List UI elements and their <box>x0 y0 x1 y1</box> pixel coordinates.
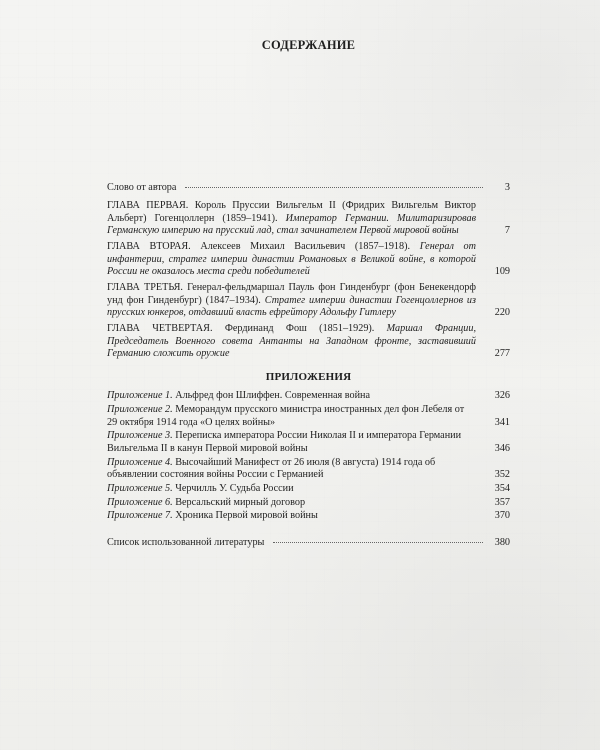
chapter-paragraph <box>107 282 476 320</box>
toc-entry-page: 380 <box>494 536 510 548</box>
appendix-text <box>107 457 476 482</box>
appendix-description: Хроника Первой мировой войны <box>175 510 318 522</box>
chapter-heading: ГЛАВА ТРЕТЬЯ. <box>107 281 183 293</box>
appendix-page-number: 354 <box>494 482 510 494</box>
chapter-emphasis: Император Германии. Милитаризировав Германскую империю на прусский лад, стал зачинателем Первой мировой войны <box>107 212 477 237</box>
toc-entry-author-word <box>107 182 510 195</box>
chapter-emphasis: Маршал Франции, Председатель Военного совета Антанты на Западном фронте, заставивший Германию сложить оружие <box>107 322 476 360</box>
appendix-text <box>107 390 476 403</box>
appendix-label: Приложение 2. <box>107 404 173 416</box>
table-of-contents <box>107 38 510 556</box>
appendix-entry-1 <box>107 390 510 403</box>
appendix-text <box>107 497 476 510</box>
chapter-page-number: 7 <box>504 225 510 237</box>
chapter-name: Генерал-фельдмаршал Пауль фон Гинденбург (фон Бенекендорф унд фон Гинденбург) (1847–1934). <box>107 281 477 306</box>
appendices-title: ПРИЛОЖЕНИЯ <box>265 370 352 383</box>
appendix-label: Приложение 7. <box>107 510 173 522</box>
appendix-entry-6 <box>107 497 510 510</box>
toc-chapter-1 <box>107 200 510 238</box>
chapter-page-number: 109 <box>494 266 510 278</box>
appendix-description: Альфред фон Шлиффен. Современная война <box>175 390 371 402</box>
toc-chapter-2 <box>107 241 510 279</box>
appendix-label: Приложение 1. <box>107 390 173 402</box>
chapter-page-number: 277 <box>494 348 510 360</box>
appendix-entry-4 <box>107 457 510 482</box>
appendix-label: Приложение 5. <box>107 482 173 494</box>
appendix-entry-7 <box>107 510 510 523</box>
chapter-paragraph <box>107 323 476 361</box>
chapter-name: Король Пруссии Вильгельм II (Фридрих Вильгельм Виктор Альберт) Гогенцоллерн (1859–1941). <box>107 200 476 224</box>
appendix-page-number: 326 <box>494 390 510 402</box>
appendix-label: Приложение 4. <box>107 456 173 468</box>
chapter-text <box>107 200 476 238</box>
appendix-page-number: 341 <box>494 416 510 428</box>
chapter-heading: ГЛАВА ПЕРВАЯ. <box>107 200 189 212</box>
chapter-heading: ГЛАВА ВТОРАЯ. <box>107 241 191 253</box>
appendix-label: Приложение 3. <box>107 430 173 442</box>
appendix-text <box>107 430 476 455</box>
chapter-paragraph <box>107 241 476 279</box>
appendix-entry-3 <box>107 430 510 455</box>
chapter-name: Алексеев Михаил Васильевич (1857–1918). <box>200 241 411 253</box>
dotted-leader <box>273 542 483 543</box>
chapter-text <box>107 282 476 320</box>
page-title: СОДЕРЖАНИЕ <box>261 38 356 52</box>
appendix-entry-5 <box>107 483 510 496</box>
appendix-text <box>107 510 476 523</box>
appendix-page-number: 346 <box>494 443 510 455</box>
toc-chapter-4 <box>107 323 510 361</box>
appendix-text <box>107 404 476 429</box>
chapter-emphasis: Стратег империи династии Гогенцоллернов из прусских юнкеров, отдавший власть ефрейтору Адольфу Гитлеру <box>107 294 477 319</box>
chapter-text <box>107 323 476 361</box>
appendix-page-number: 352 <box>494 469 510 481</box>
appendix-description: Версальский мирный договор <box>175 496 306 508</box>
toc-entry-label: Список использованной литературы <box>107 536 265 548</box>
appendix-page-number: 370 <box>494 510 510 522</box>
appendix-description: Меморандум прусского министра иностранных дел фон Лебеля от 29 октября 1914 года «О целях войны» <box>107 404 465 428</box>
toc-entry-bibliography <box>107 537 510 550</box>
appendix-description: Переписка императора России Николая II и императора Германии Вильгельма II в канун Первой мировой войны <box>107 430 462 455</box>
appendix-label: Приложение 6. <box>107 496 173 508</box>
chapter-page-number: 220 <box>494 307 510 319</box>
chapter-text <box>107 241 476 279</box>
toc-entry-page: 3 <box>504 181 510 193</box>
appendix-description: Высочайший Манифест от 26 июля (8 августа) 1914 года об объявлении состояния войны России с Германией <box>107 456 436 481</box>
toc-chapter-3 <box>107 282 510 320</box>
appendix-description: Черчилль У. Судьба России <box>175 482 294 494</box>
appendix-text <box>107 483 476 496</box>
appendix-entry-2 <box>107 404 510 429</box>
chapter-paragraph <box>107 200 476 238</box>
chapter-emphasis: Генерал от инфантерии, стратег империи династии Романовых в Великой войне, в которой России не оказалось места среди победителей <box>107 241 476 278</box>
dotted-leader <box>185 187 483 188</box>
chapter-heading: ГЛАВА ЧЕТВЕРТАЯ. <box>107 322 213 334</box>
appendix-page-number: 357 <box>494 496 510 508</box>
toc-entry-label: Слово от автора <box>107 181 177 193</box>
chapter-name: Фердинанд Фош (1851–1929). <box>224 322 375 334</box>
